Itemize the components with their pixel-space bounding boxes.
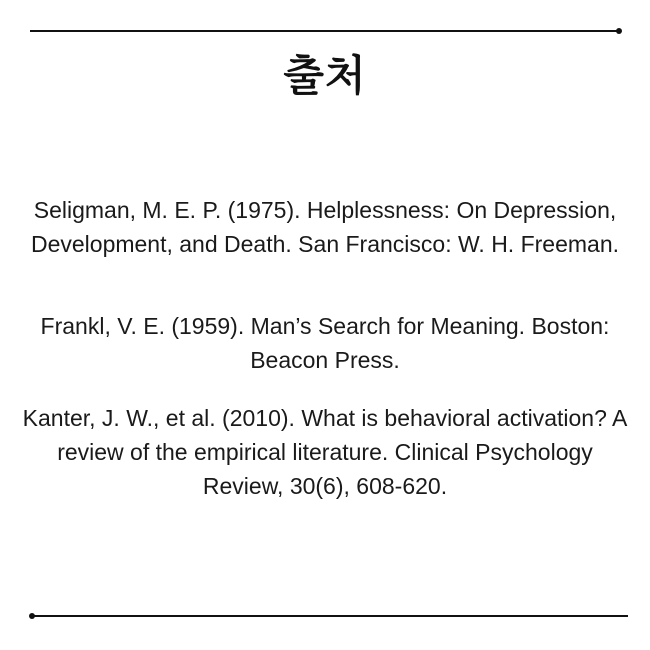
reference-line: review of the empirical literature. Clinical Psychology: [57, 439, 593, 465]
bottom-divider: [32, 615, 628, 617]
reference-kanter: [0, 401, 650, 503]
reference-line: Review, 30(6), 608-620.: [202, 473, 448, 499]
reference-line: Beacon Press.: [250, 347, 400, 373]
reference-line: Development, and Death. San Francisco: W. H. Freeman.: [30, 231, 620, 257]
reference-seligman: [0, 193, 650, 261]
reference-line: Kanter, J. W., et al. (2010). What is behavioral activation? A: [22, 405, 628, 431]
reference-line: Frankl, V. E. (1959). Man’s Search for Meaning. Boston:: [40, 313, 610, 339]
reference-frankl: [0, 309, 650, 377]
top-divider-endpoint: [616, 28, 622, 34]
bottom-divider-endpoint: [29, 613, 35, 619]
top-divider: [30, 30, 619, 32]
reference-line: Seligman, M. E. P. (1975). Helplessness: On Depression,: [33, 197, 617, 223]
page-title: 출처: [283, 51, 367, 100]
